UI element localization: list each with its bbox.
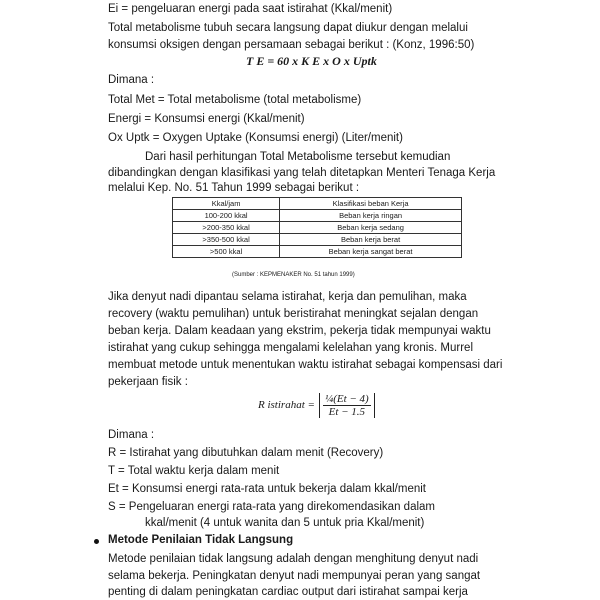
paragraph-line: beban kerja. Dalam keadaan yang ekstrim, pekerja tidak mempunyai waktu	[108, 325, 491, 337]
table-header: Kkal/jam	[173, 198, 280, 210]
formula-denominator: Et − 1.5	[328, 405, 366, 418]
formula-numerator: ¼(Et − 4)	[324, 392, 369, 405]
table-row	[173, 234, 462, 246]
definition-energi: Energi = Konsumsi energi (Kkal/menit)	[108, 113, 305, 125]
definition-ox-uptk: Ox Uptk = Oxygen Uptake (Konsumsi energi) (Liter/menit)	[108, 132, 403, 144]
paragraph-line: melalui Kep. No. 51 Tahun 1999 sebagai berikut :	[108, 182, 360, 194]
paragraph-line: recovery (waktu pemulihan) untuk beristirahat meningkat sejalan dengan	[108, 308, 479, 320]
table-row	[173, 222, 462, 234]
table-row	[173, 210, 462, 222]
formula-abs	[319, 393, 375, 418]
definition-line: R = Istirahat yang dibutuhkan dalam menit (Recovery)	[108, 447, 384, 459]
paragraph-line: Dari hasil perhitungan Total Metabolisme tersebut kemudian	[145, 151, 451, 163]
paragraph-line: membuat metode untuk menentukan waktu istirahat sebagai kompensasi dari	[108, 359, 503, 371]
section-heading: Metode Penilaian Tidak Langsung	[108, 534, 294, 546]
table-row	[173, 246, 462, 258]
table-cell: Beban kerja sedang	[280, 222, 462, 234]
classification-table	[172, 197, 462, 258]
formula-fraction	[323, 393, 371, 418]
definition-line: T = Total waktu kerja dalam menit	[108, 465, 280, 477]
table-header: Klasifikasi beban Kerja	[280, 198, 462, 210]
table-cell: Beban kerja ringan	[280, 210, 462, 222]
table-cell: Beban kerja berat	[280, 234, 462, 246]
table-cell: >200-350 kkal	[173, 222, 280, 234]
bullet-icon	[94, 539, 99, 544]
paragraph-line: Jika denyut nadi dipantau selama istirahat, kerja dan pemulihan, maka	[108, 291, 467, 303]
dimana-label: Dimana :	[108, 429, 155, 441]
paragraph-line: Total metabolisme tubuh secara langsung dapat diukur dengan melalui	[108, 22, 468, 34]
definition-line: Et = Konsumsi energi rata-rata untuk bekerja dalam kkal/menit	[108, 483, 427, 495]
table-header-row	[173, 198, 462, 210]
table-source: (Sumber : KEPMENAKER No. 51 tahun 1999)	[232, 272, 355, 278]
formula-lhs: R istirahat =	[258, 399, 315, 411]
paragraph-line: pekerjaan fisik :	[108, 376, 188, 388]
formula-recovery	[258, 390, 375, 420]
dimana-label: Dimana :	[108, 74, 155, 86]
table-cell: >500 kkal	[173, 246, 280, 258]
formula-total-energy: T E = 60 x K E x O x Uptk	[246, 54, 377, 68]
paragraph-line: dibandingkan dengan klasifikasi yang telah ditetapkan Menteri Tenaga Kerja	[108, 167, 496, 179]
definition-total-met: Total Met = Total metabolisme (total metabolisme)	[108, 94, 362, 106]
table-cell: 100-200 kkal	[173, 210, 280, 222]
paragraph-line: istirahat yang cukup sehingga mengalami kelelahan yang kronis. Murrel	[108, 342, 474, 354]
paragraph-line: selama bekerja. Peningkatan denyut nadi mempunyai peran yang sangat	[108, 570, 481, 582]
definition-line: S = Pengeluaran energi rata-rata yang direkomendasikan dalam	[108, 501, 435, 513]
table-cell: Beban kerja sangat berat	[280, 246, 462, 258]
paragraph-line: konsumsi oksigen dengan persamaan sebagai berikut : (Konz, 1996:50)	[108, 39, 475, 51]
paragraph-line: Metode penilaian tidak langsung adalah dengan menghitung denyut nadi	[108, 553, 479, 565]
table-cell: >350-500 kkal	[173, 234, 280, 246]
paragraph-line: penting di dalam peningkatan cardiac output dari istirahat sampai kerja	[108, 586, 468, 598]
ei-definition: Ei = pengeluaran energi pada saat istirahat (Kkal/menit)	[108, 3, 393, 15]
definition-line: kkal/menit (4 untuk wanita dan 5 untuk pria Kkal/menit)	[145, 517, 425, 529]
